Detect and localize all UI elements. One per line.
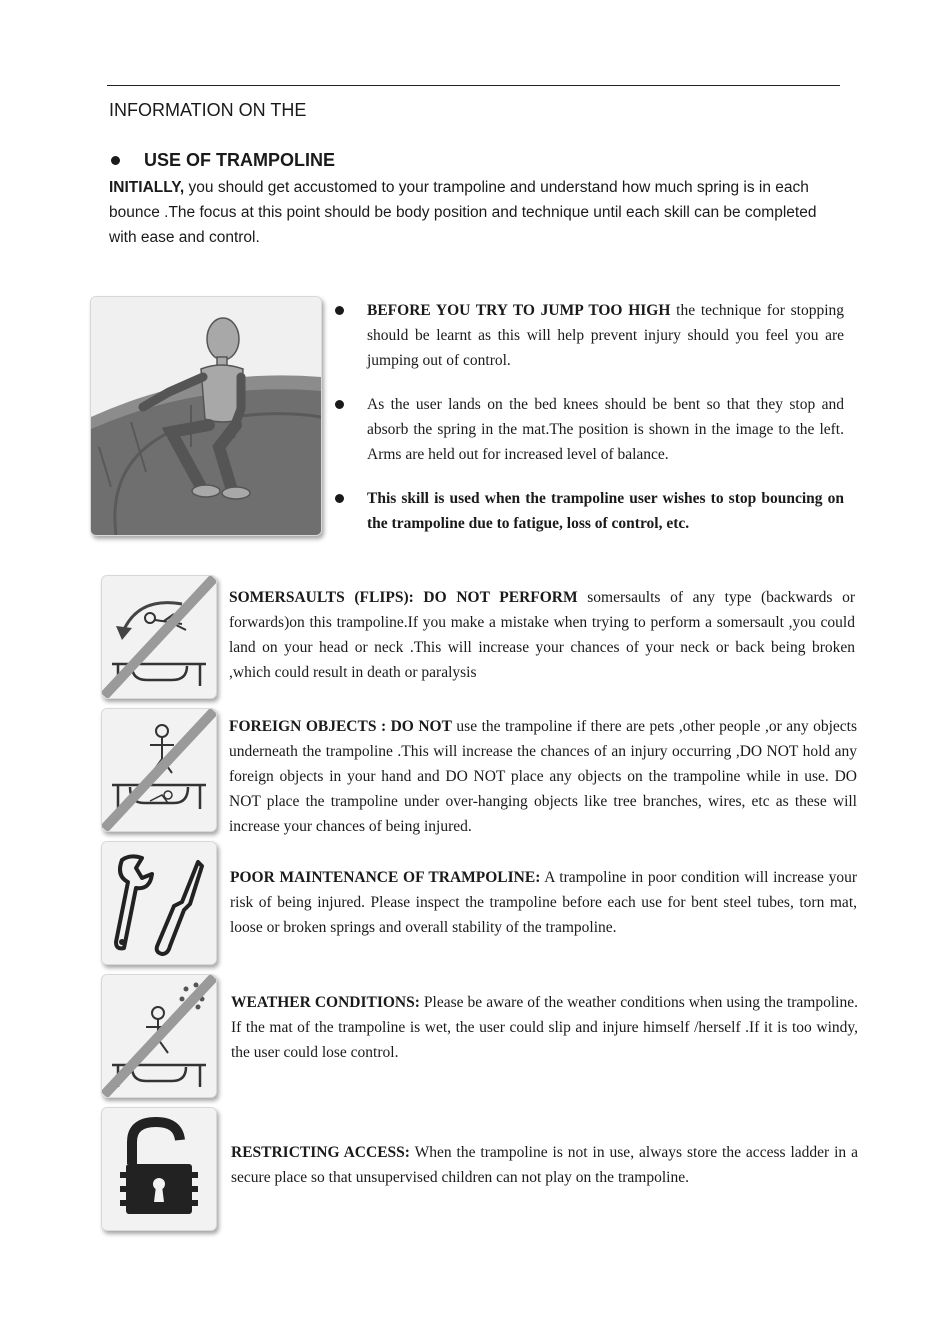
bullet-text: As the user lands on the bed knees should be bent so that they stop and absorb the spring in the mat.The position is shown in the image to the left. Arms are held out for increased level of balance.: [367, 396, 844, 463]
technique-bullet-list: [332, 298, 844, 555]
warning-title: POOR MAINTENANCE OF TRAMPOLINE:: [230, 869, 541, 886]
warning-title: SOMERSAULTS (FLIPS): DO NOT PERFORM: [229, 589, 578, 606]
warning-body: somersaults of any type (backwards or forwards)on this trampoline.If you make a mistake when trying to perform a somersault ,you could land on your head or neck .This will increase your chances of your neck or back being broken ,which could result in death or paralysis: [229, 589, 856, 681]
foreign-objects-prohibited-icon: [102, 709, 216, 831]
bullet-dot: [111, 156, 120, 165]
list-item: [332, 392, 844, 467]
bullet-dot: [335, 494, 344, 503]
intro-lead: INITIALLY,: [109, 179, 185, 196]
padlock-icon: [102, 1108, 216, 1230]
bullet-bold: BEFORE YOU TRY TO JUMP TOO HIGH: [367, 302, 671, 319]
list-item: [332, 486, 844, 536]
warning-icon-panel: [101, 575, 217, 699]
somersault-prohibited-icon: [102, 576, 216, 698]
bullet-text: the technique for stopping should be learnt as this will help prevent injury should you feel you are jumping out of control.: [367, 302, 844, 369]
warning-icon-panel: [101, 974, 217, 1098]
warning-text: [231, 1140, 858, 1190]
section-title: USE OF TRAMPOLINE: [144, 150, 336, 170]
weather-rain-icon: [102, 975, 216, 1097]
landing-figure-image: [90, 296, 322, 536]
warning-text: [231, 990, 858, 1065]
bullet-dot: [335, 306, 344, 315]
warning-title: RESTRICTING ACCESS:: [231, 1144, 410, 1161]
bullet-dot: [335, 400, 344, 409]
intro-text: you should get accustomed to your trampoline and understand how much spring is in each bounce .The focus at this point should be body position and technique until each skill can be completed with ease and control.: [109, 179, 817, 246]
section-heading: [111, 150, 335, 171]
page-header: INFORMATION ON THE: [109, 100, 307, 120]
maintenance-tools-icon: [102, 842, 216, 964]
warning-icon-panel: [101, 708, 217, 832]
intro-paragraph: [109, 175, 844, 250]
list-item: [332, 298, 844, 373]
warning-icon-panel: [101, 841, 217, 965]
warning-title: WEATHER CONDITIONS:: [231, 994, 420, 1011]
warning-title: FOREIGN OBJECTS : DO NOT: [229, 718, 452, 735]
warning-text: [229, 714, 857, 839]
warning-body: A trampoline in poor condition will increase your risk of being injured. Please inspect the trampoline before each use for bent steel tubes, torn mat, loose or broken springs and overall stability of the trampoline.: [230, 869, 857, 936]
warning-body: Please be aware of the weather conditions when using the trampoline. If the mat of the trampoline is wet, the user could slip and injure himself /herself .If it is too windy, the user could lose control.: [231, 994, 858, 1061]
header-rule: [107, 85, 840, 86]
mannequin-landing-icon: [91, 297, 321, 535]
warning-body: When the trampoline is not in use, always store the access ladder in a secure place so that unsupervised children can not play on the trampoline.: [231, 1144, 858, 1186]
warning-icon-panel: [101, 1107, 217, 1231]
warning-text: [230, 865, 857, 940]
warning-text: [229, 585, 855, 685]
warning-body: use the trampoline if there are pets ,other people ,or any objects underneath the trampoline .This will increase the chances of an injury occurring ,DO NOT hold any foreign objects in your hand and DO NOT place any objects on the trampoline while in use. DO NOT place the trampoline under over-hanging objects like tree branches, wires, etc as these will increase your chances of being injured.: [229, 718, 857, 835]
bullet-bold: This skill is used when the trampoline user wishes to stop bouncing on the trampoline due to fatigue, loss of control, etc.: [367, 490, 844, 532]
